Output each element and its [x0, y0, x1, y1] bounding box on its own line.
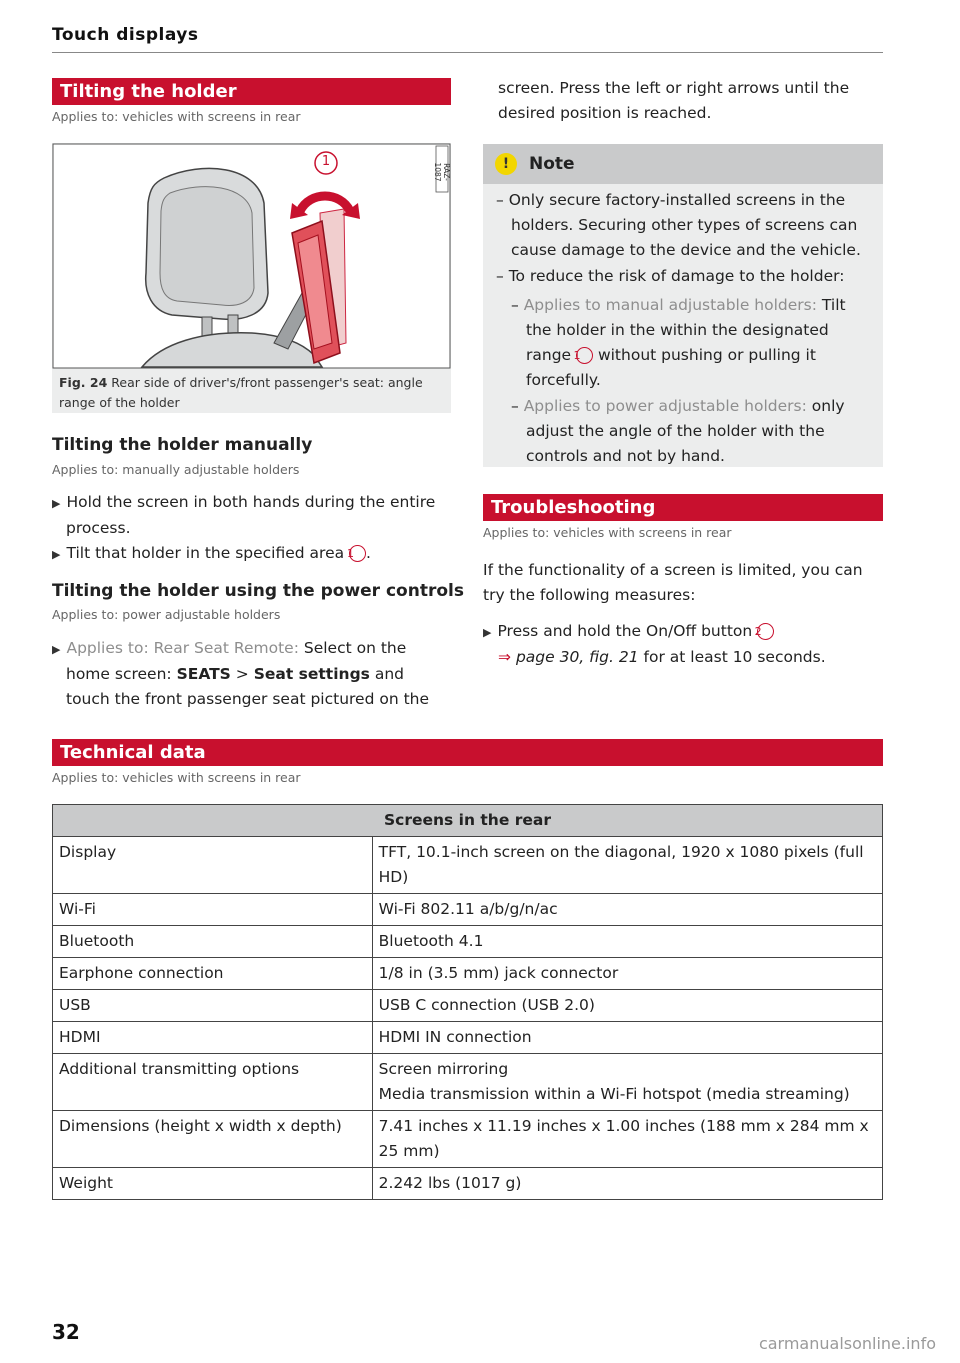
seat-settings-label: Seat settings — [253, 665, 370, 683]
figure-caption-label: Fig. 24 — [59, 375, 108, 390]
heading-power-controls: Tilting the holder using the power controls — [52, 581, 464, 601]
manual-step-2: Tilt that holder in the specified area — [66, 544, 345, 562]
table-cell-label: Dimensions (height x width x depth) — [53, 1111, 373, 1168]
table-cell-label: HDMI — [53, 1022, 373, 1054]
table-cell-value: TFT, 10.1-inch screen on the diagonal, 1920 x 1080 pixels (full HD) — [372, 837, 882, 894]
figure-caption-text: Rear side of driver's/front passenger's seat: angle range of the holder — [59, 375, 423, 410]
power-step-applies: Applies to: Rear Seat Remote: — [66, 639, 299, 657]
table-cell-value: USB C connection (USB 2.0) — [372, 990, 882, 1022]
continuation-text: screen. Press the left or right arrows until the desired position is reached. — [498, 79, 850, 122]
bullet-triangle-icon: ▶ — [52, 548, 61, 561]
value-line-2: Media transmission within a Wi-Fi hotspot (media streaming) — [378, 1085, 850, 1103]
value-line-1: Screen mirroring — [378, 1060, 509, 1078]
applies-manually: Applies to: manually adjustable holders — [52, 462, 300, 477]
figure-caption — [59, 373, 447, 413]
table-cell-value: 7.41 inches x 11.19 inches x 1.00 inches (188 mm x 284 mm x 25 mm) — [372, 1111, 882, 1168]
table-cell-label: Additional transmitting options — [53, 1054, 373, 1111]
note-item-1: Only secure factory-installed screens in the holders. Securing other types of screens can cause damage to the device and the vehicle. — [508, 191, 861, 259]
troubleshooting-step-end: for at least 10 seconds. — [643, 648, 826, 666]
power-steps — [52, 636, 452, 712]
figure-code: RAZ-1087 — [433, 162, 451, 182]
note-item-2: To reduce the risk of damage to the holder: — [508, 267, 845, 285]
troubleshooting-steps — [483, 619, 883, 670]
header-divider — [52, 52, 883, 53]
page-header-title: Touch displays — [52, 25, 199, 45]
note-sub1-text: Tilt the holder in the within the designated range — [526, 296, 846, 364]
note-sub1-applies: Applies to manual adjustable holders: — [523, 296, 817, 314]
applies-troubleshooting: Applies to: vehicles with screens in rear — [483, 525, 732, 540]
manual-steps — [52, 490, 452, 567]
technical-data-table — [52, 804, 883, 1200]
callout-marker: 2 — [757, 623, 774, 640]
table-cell-label: Display — [53, 837, 373, 894]
table-cell-value — [372, 1054, 882, 1111]
list-item — [52, 541, 452, 567]
bullet-triangle-icon: ▶ — [483, 626, 492, 639]
manual-step-1: Hold the screen in both hands during the entire process. — [66, 493, 436, 537]
table-row — [53, 926, 883, 958]
table-cell-label: USB — [53, 990, 373, 1022]
troubleshooting-intro: If the functionality of a screen is limited, you can try the following measures: — [483, 561, 863, 604]
arrow-right-icon: ⇒ — [498, 648, 511, 666]
table-cell-value: HDMI IN connection — [372, 1022, 882, 1054]
table-row — [53, 1168, 883, 1200]
exclamation-icon: ! — [495, 153, 517, 175]
watermark: carmanualsonline.info — [758, 1334, 936, 1353]
bullet-triangle-icon: ▶ — [52, 497, 61, 510]
table-cell-value: Bluetooth 4.1 — [372, 926, 882, 958]
list-item — [52, 636, 452, 712]
note-title: Note — [529, 154, 575, 174]
list-item — [483, 619, 883, 670]
page-reference-link[interactable]: page 30, fig. 21 — [515, 648, 639, 666]
heading-tilting-manually: Tilting the holder manually — [52, 435, 313, 455]
list-item: – Applies to manual adjustable holders: Tilt the holder in the within the designated range 1 without pushing or pulling it forcefully. — [511, 296, 846, 389]
table-row — [53, 837, 883, 894]
page-number: 32 — [52, 1320, 80, 1344]
callout-marker: 1 — [576, 347, 593, 364]
table-cell-value: 1/8 in (3.5 mm) jack connector — [372, 958, 882, 990]
note-sub2-text: only adjust the angle of the holder with the controls and not by hand. — [526, 397, 845, 465]
table-cell-label: Weight — [53, 1168, 373, 1200]
table-cell-value: 2.242 lbs (1017 g) — [372, 1168, 882, 1200]
section-title-troubleshooting: Troubleshooting — [483, 494, 883, 521]
applies-tilting: Applies to: vehicles with screens in rear — [52, 109, 301, 124]
power-step-text-2: and touch the front passenger seat pictured on the — [66, 665, 430, 708]
figure-marker-1: 1 — [321, 154, 331, 169]
table-row — [53, 894, 883, 926]
section-title-technical-data: Technical data — [52, 739, 883, 766]
table-cell-label: Earphone connection — [53, 958, 373, 990]
table-row — [53, 1054, 883, 1111]
table-cell-value: Wi-Fi 802.11 a/b/g/n/ac — [372, 894, 882, 926]
callout-marker: 1 — [349, 545, 366, 562]
list-item: – Applies to power adjustable holders: only adjust the angle of the holder with the controls and not by hand. — [511, 397, 845, 465]
list-item — [52, 490, 452, 541]
manual-step-2-end: . — [366, 544, 371, 562]
table-row — [53, 958, 883, 990]
note-content — [483, 184, 883, 469]
table-header: Screens in the rear — [53, 805, 883, 837]
path-separator: > — [235, 665, 249, 683]
table-cell-label: Wi-Fi — [53, 894, 373, 926]
troubleshooting-step: Press and hold the On/Off button — [497, 622, 753, 640]
list-item: – To reduce the risk of damage to the holder: — [496, 267, 845, 285]
seat-illustration — [52, 143, 451, 369]
applies-power: Applies to: power adjustable holders — [52, 607, 281, 622]
table-row — [53, 1111, 883, 1168]
seats-label: SEATS — [176, 665, 231, 683]
note-sub2-applies: Applies to power adjustable holders: — [523, 397, 807, 415]
section-title-tilting: Tilting the holder — [52, 78, 451, 105]
bullet-triangle-icon: ▶ — [52, 643, 61, 656]
table-row — [53, 1022, 883, 1054]
list-item: – Only secure factory-installed screens in the holders. Securing other types of screens can cause damage to the device and the vehicle. — [496, 191, 861, 259]
note-sub1-text-2: without pushing or pulling it forcefully. — [526, 346, 816, 389]
applies-technical-data: Applies to: vehicles with screens in rear — [52, 770, 301, 785]
power-step-text: Select on the home screen: — [66, 639, 407, 683]
figure-24 — [52, 143, 451, 413]
table-row — [53, 990, 883, 1022]
note-header — [483, 144, 883, 184]
table-cell-label: Bluetooth — [53, 926, 373, 958]
note-box — [483, 144, 883, 467]
